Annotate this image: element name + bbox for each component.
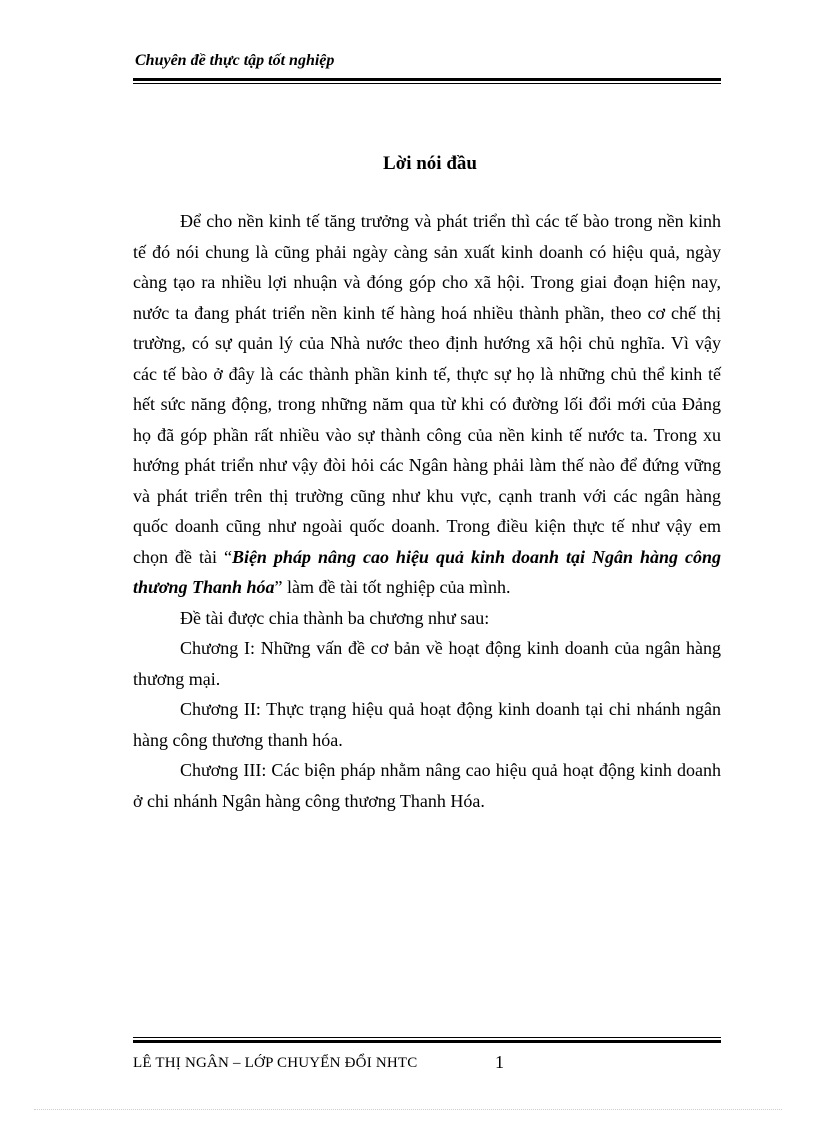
page-footer: [133, 1037, 721, 1083]
footer-rule-thick: [133, 1040, 721, 1043]
header-rule-thin: [133, 83, 721, 84]
chapter-3: Chương III: Các biện pháp nhằm nâng cao hiệu quả hoạt động kinh doanh ở chi nhánh Ngân hàng công thương Thanh Hóa.: [133, 760, 721, 811]
page-bottom-border: [34, 1109, 782, 1110]
chapter-1: Chương I: Những vấn đề cơ bản về hoạt động kinh doanh của ngân hàng thương mại.: [133, 638, 721, 689]
footer-row: [133, 1052, 721, 1083]
thesis-topic: Biện pháp nâng cao hiệu quả kinh doanh tại Ngân hàng công thương Thanh hóa: [133, 546, 721, 597]
running-title: Chuyên đề thực tập tốt nghiệp: [135, 52, 335, 69]
header-rule-thick: [133, 78, 721, 81]
structure-intro: Đề tài được chia thành ba chương như sau:: [180, 607, 490, 628]
footer-rule-thin: [133, 1037, 721, 1038]
page-header: [133, 50, 721, 84]
body-text: [133, 206, 721, 816]
page-title: Lời nói đầu: [383, 153, 477, 174]
intro-text-after: ” làm đề tài tốt nghiệp của mình.: [274, 577, 511, 597]
chapter-2: Chương II: Thực trạng hiệu quả hoạt động kinh doanh tại chi nhánh ngân hàng công thương thanh hóa.: [133, 699, 721, 750]
footer-author: LÊ THỊ NGÂN – LỚP CHUYỂN ĐỔI NHTC: [133, 1055, 418, 1071]
page-number: 1: [495, 1052, 504, 1072]
intro-text-before: Để cho nền kinh tế tăng trưởng và phát triển thì các tế bào trong nền kinh tế đó nói chung là cũng phải ngày càng sản xuất kinh doanh có hiệu quả, ngày càng tạo ra nhiều lợi nhuận và đóng góp cho xã hội. Trong giai đoạn hiện nay, nước ta đang phát triển nền kinh tế hàng hoá nhiều thành phần, theo cơ chế thị trường, có sự quản lý của Nhà nước theo định hướng xã hội chủ nghĩa. Vì vậy các tế bào ở đây là các thành phần kinh tế, thực sự họ là những chủ thể kinh tế hết sức năng động, trong những năm qua từ khi có đường lối đổi mới của Đảng họ đã góp phần rất nhiều vào sự thành công của nền kinh tế nước ta. Trong xu hướng phát triển như vậy đòi hỏi các Ngân hàng phải làm thế nào để đứng vững và phát triển trên thị trường cũng như khu vực, cạnh tranh với các ngân hàng quốc doanh cũng như ngoài quốc doanh. Trong điều kiện thực tế như vậy em chọn đề tài “: [133, 211, 721, 567]
intro-paragraph: [133, 206, 721, 603]
